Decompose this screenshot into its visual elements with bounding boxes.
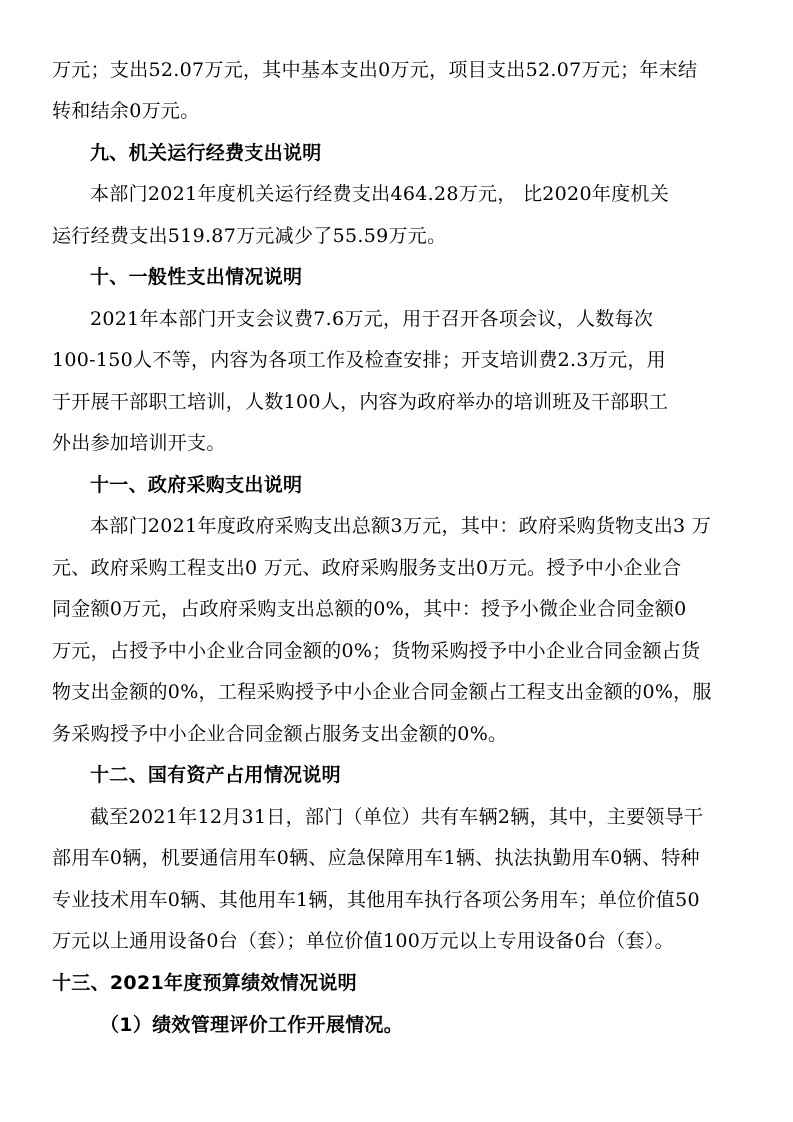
- paragraph-line: 专业技术用车0辆、其他用车1辆，其他用车执行各项公务用车；单位价值50: [52, 889, 700, 911]
- paragraph-line: 万元以上通用设备0台（套）；单位价值100万元以上专用设备0台（套）。: [52, 930, 674, 952]
- sub-heading: （1）绩效管理评价工作开展情况。: [100, 1014, 404, 1036]
- paragraph-line: 于开展干部职工培训，人数100人，内容为政府举办的培训班及干部职工: [52, 391, 669, 413]
- paragraph-line: 元、政府采购工程支出0 万元、政府采购服务支出0万元。授予中小企业合: [52, 557, 682, 579]
- paragraph-line: 外出参加培训开支。: [52, 432, 226, 454]
- section-heading-9: 九、机关运行经费支出说明: [90, 142, 322, 164]
- paragraph-line: 转和结余0万元。: [52, 100, 200, 122]
- section-heading-10: 十、一般性支出情况说明: [90, 266, 303, 288]
- paragraph-line: 物支出金额的0%，工程采购授予中小企业合同金额占工程支出金额的0%，服: [52, 681, 712, 703]
- paragraph-line: 务采购授予中小企业合同金额占服务支出金额的0%。: [52, 723, 508, 745]
- paragraph-line: 运行经费支出519.87万元减少了55.59万元。: [52, 225, 447, 247]
- paragraph-line: 本部门2021年度政府采购支出总额3万元，其中：政府采购货物支出3 万: [90, 515, 712, 537]
- paragraph-line: 本部门2021年度机关运行经费支出464.28万元， 比2020年度机关: [90, 183, 670, 205]
- paragraph-line: 同金额0万元，占政府采购支出总额的0%，其中：授予小微企业合同金额0: [52, 598, 687, 620]
- paragraph-line: 部用车0辆，机要通信用车0辆、应急保障用车1辆、执法执勤用车0辆、特种: [52, 847, 700, 869]
- paragraph-line: 2021年本部门开支会议费7.6万元，用于召开各项会议，人数每次: [90, 308, 654, 330]
- section-heading-12: 十二、国有资产占用情况说明: [90, 764, 341, 786]
- section-heading-11: 十一、政府采购支出说明: [90, 474, 303, 496]
- paragraph-line: 万元；支出52.07万元，其中基本支出0万元，项目支出52.07万元；年末结: [52, 59, 698, 81]
- paragraph-line: 截至2021年12月31日，部门（单位）共有车辆2辆，其中，主要领导干: [90, 806, 704, 828]
- paragraph-line: 100-150人不等，内容为各项工作及检查安排；开支培训费2.3万元，用: [52, 349, 666, 371]
- paragraph-line: 万元，占授予中小企业合同金额的0%；货物采购授予中小企业合同金额占货: [52, 640, 701, 662]
- section-heading-13: 十三、2021年度预算绩效情况说明: [52, 972, 357, 994]
